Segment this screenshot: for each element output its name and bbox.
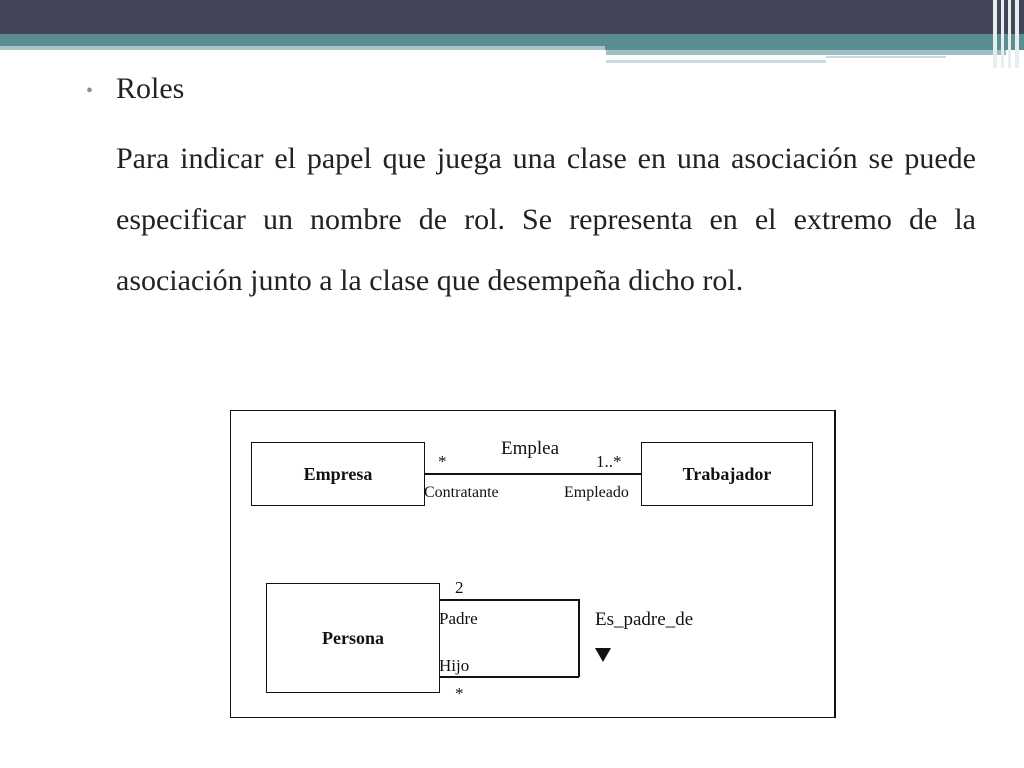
bullet-marker: • — [86, 80, 94, 102]
header-deco-line-2 — [606, 60, 826, 63]
role-hijo: Hijo — [439, 656, 470, 675]
multiplicity-top: 2 — [455, 578, 464, 597]
class-empresa — [251, 442, 425, 506]
multiplicity-trabajador: 1..* — [596, 452, 622, 471]
role-contratante: Contratante — [424, 484, 499, 501]
reflexive-association-name: Es_padre_de — [595, 609, 694, 630]
slide-paragraph: Para indicar el papel que juega una clase en una asociación se puede especificar un nombre de rol. Se representa en el extremo de la asociación junto a la clase que desempeña dicho rol. — [116, 142, 976, 297]
diagram-right-border — [834, 410, 836, 718]
role-empleado: Empleado — [564, 484, 629, 501]
class-trabajador-label: Trabajador — [682, 463, 772, 484]
reflexive-line-right — [578, 599, 580, 677]
header-stripe-1 — [993, 0, 997, 68]
header-accent-light — [0, 46, 605, 50]
header-stripe-4 — [1015, 0, 1019, 68]
association-name: Emplea — [501, 438, 560, 459]
header-deco-line — [606, 50, 1006, 55]
association-line — [425, 473, 641, 475]
direction-arrow-icon — [595, 648, 611, 662]
reflexive-line-top — [440, 599, 579, 601]
slide-heading: Roles — [116, 72, 185, 105]
header-deco-line-3 — [826, 56, 946, 58]
multiplicity-bottom: * — [455, 684, 464, 703]
class-persona — [266, 583, 440, 693]
multiplicity-empresa: * — [438, 452, 447, 471]
reflexive-line-bottom — [440, 676, 579, 678]
class-trabajador — [641, 442, 813, 506]
class-persona-label: Persona — [322, 627, 384, 648]
class-empresa-label: Empresa — [303, 463, 373, 484]
header-bar — [0, 0, 1024, 34]
role-padre: Padre — [439, 609, 478, 628]
header-stripe-3 — [1008, 0, 1011, 68]
header-stripe-2 — [1001, 0, 1004, 68]
